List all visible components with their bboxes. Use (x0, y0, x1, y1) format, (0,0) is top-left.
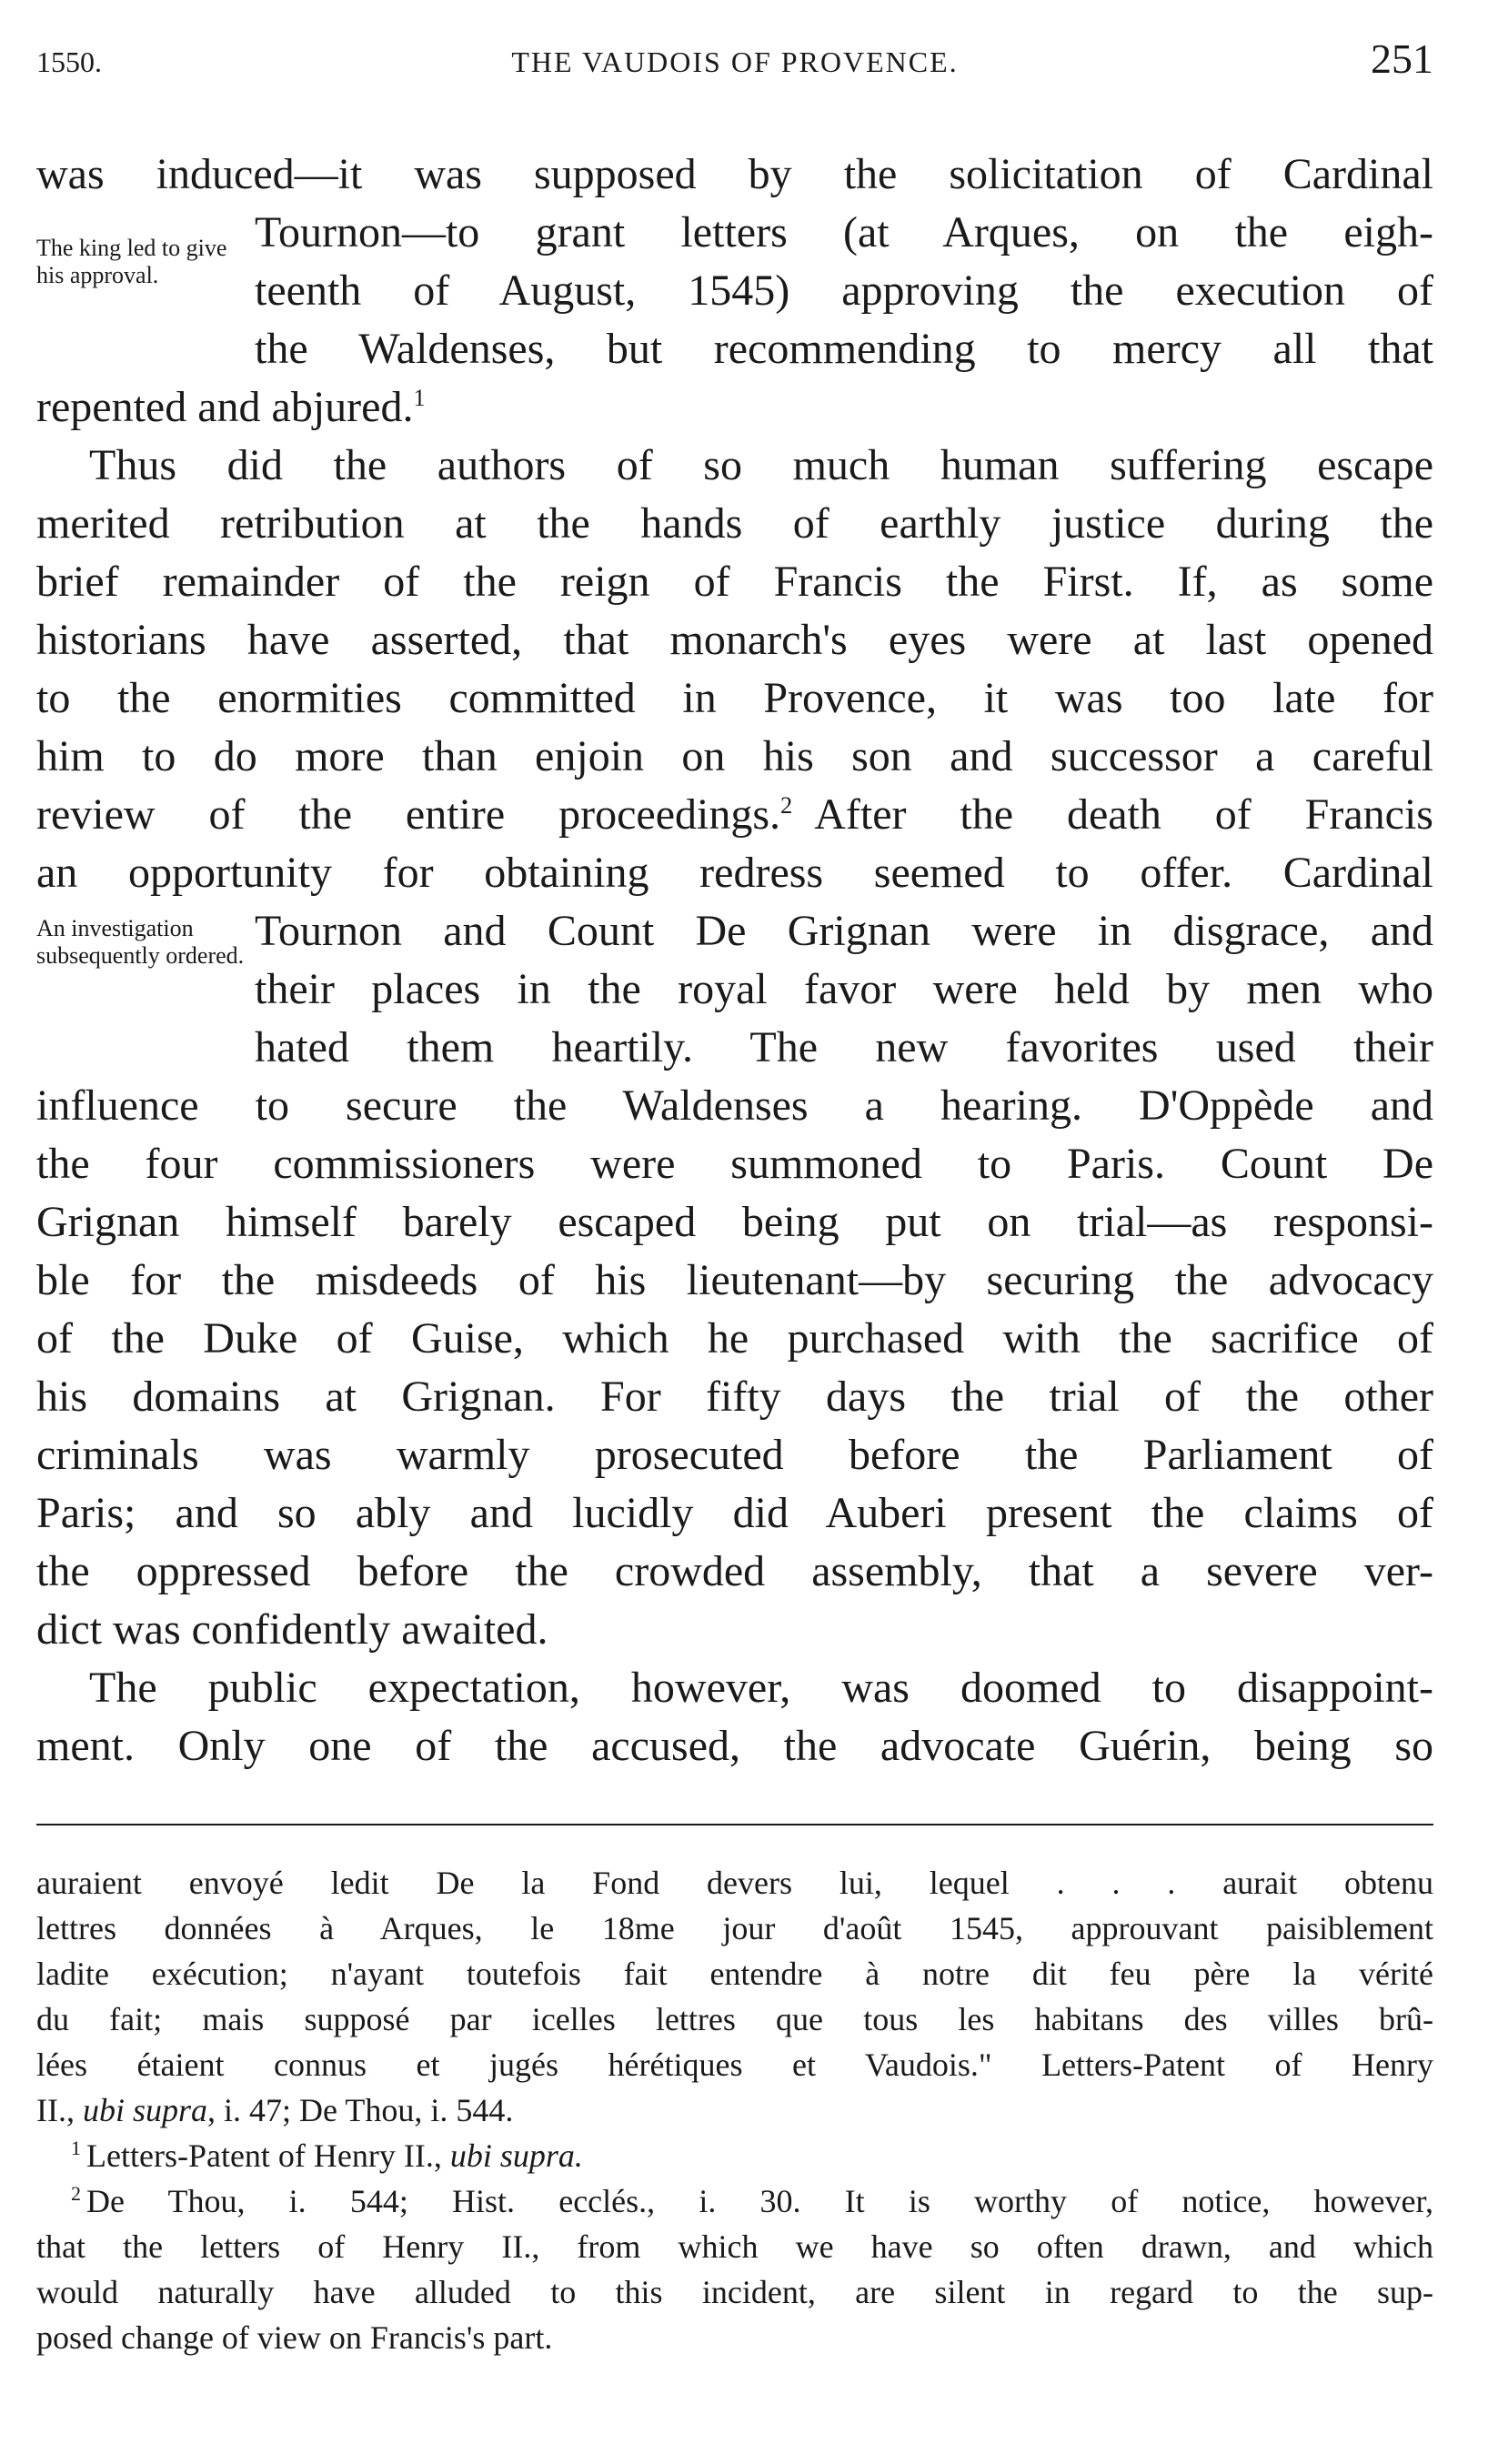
body-line: ble for the misdeeds of his lieutenant—by securing the advocacy (36, 1256, 1433, 1304)
running-head-year: 1550. (36, 45, 102, 78)
page-number: 251 (1371, 35, 1433, 82)
body-line: of the Duke of Guise, which he purchased with the sacrifice of (36, 1314, 1433, 1363)
body-line-text: review of the entire proceedings. (36, 790, 781, 839)
body-line: him to do more than enjoin on his son and successor a careful (36, 732, 1433, 780)
body-line: teenth of August, 1545) approving the execution of (255, 267, 1433, 315)
footnote-1 (71, 2133, 1433, 2178)
body-line: his domains at Grignan. For fifty days the trial of the other (36, 1373, 1433, 1421)
footnote-line: lettres données à Arques, le 18me jour d'août 1545, approuvant paisiblement (36, 1910, 1433, 1946)
body-line: brief remainder of the reign of Francis the First. If, as some (36, 558, 1433, 606)
footnote-line: auraient envoyé ledit De la Fond devers lui, lequel . . . aurait obtenu (36, 1865, 1433, 1901)
footnote-line: would naturally have alluded to this incident, are silent in regard to the sup- (36, 2274, 1433, 2310)
footnote-mark: 2 (71, 2182, 81, 2205)
footnote-line (36, 2087, 1433, 2133)
footnote-text: , i. 47; De Thou, i. 544. (207, 2092, 514, 2128)
body-line: hated them heartily. The new favorites used their (255, 1023, 1433, 1071)
footnote-text: Letters-Patent of Henry II., (86, 2137, 450, 2174)
body-line: influence to secure the Waldenses a hearing. D'Oppède and (36, 1081, 1433, 1130)
body-line: Paris; and so ably and lucidly did Auberi present the claims of (36, 1489, 1433, 1537)
body-line: to the enormities committed in Provence, it was too late for (36, 674, 1433, 722)
body-line: the Waldenses, but recommending to mercy all that (255, 325, 1433, 373)
footnote-line: ladite exécution; n'ayant toutefois fait entendre à notre dit feu père la vérité (36, 1956, 1433, 1992)
footnote-italic: ubi supra (82, 2092, 208, 2128)
footnote-line: that the letters of Henry II., from which we have so often drawn, and which (36, 2228, 1433, 2265)
book-page (36, 0, 1433, 2464)
footnote-line: du fait; mais supposé par icelles lettres que tous les habitans des villes brû- (36, 2001, 1433, 2037)
sidenote-investigation: An investigation subsequently ordered. (36, 915, 245, 969)
body-line (36, 786, 1433, 844)
body-line: Grignan himself barely escaped being put on trial—as responsi- (36, 1198, 1433, 1246)
body-line: Tournon—to grant letters (at Arques, on the eigh- (255, 208, 1433, 256)
body-line: the four commissioners were summoned to Paris. Count De (36, 1140, 1433, 1188)
running-head-title: THE VAUDOIS OF PROVENCE. (511, 45, 959, 78)
footnote-text: II., (36, 2092, 83, 2128)
body-line: criminals was warmly prosecuted before the Parliament of (36, 1431, 1433, 1479)
body-line: dict was confidently awaited. (36, 1605, 548, 1654)
footnote-ref: 1 (413, 384, 426, 411)
footnote-line: lées étaient connus et jugés hérétiques et Vaudois." Letters-Patent of Henry (36, 2047, 1433, 2083)
body-line: Tournon and Count De Grignan were in disgrace, and (255, 907, 1433, 955)
footnote-text: De Thou, i. 544; Hist. ecclés., i. 30. It is worthy of notice, however, (86, 2183, 1433, 2219)
body-line: The public expectation, however, was doomed to disappoint- (89, 1664, 1433, 1712)
body-line-text: After the death of Francis (814, 790, 1433, 839)
body-line (36, 378, 1433, 437)
body-line: the oppressed before the crowded assembly, that a severe ver- (36, 1547, 1433, 1595)
body-line-text: repented and abjured. (36, 383, 414, 431)
footnote-2 (71, 2178, 1433, 2224)
body-line: their places in the royal favor were held by men who (255, 965, 1433, 1013)
footnote-ref: 2 (780, 791, 793, 819)
sidenote-king-approval: The king led to give his approval. (36, 235, 227, 288)
footnote-mark: 1 (71, 2137, 81, 2159)
footnote-italic: ubi supra. (449, 2137, 583, 2174)
body-line: historians have asserted, that monarch's eyes were at last opened (36, 616, 1433, 664)
body-line: merited retribution at the hands of earthly justice during the (36, 499, 1433, 548)
body-line: was induced—it was supposed by the solicitation of Cardinal (36, 150, 1433, 198)
running-head (36, 33, 1433, 96)
footnote-rule (36, 1824, 1433, 1825)
footnote-line: posed change of view on Francis's part. (36, 2319, 553, 2356)
body-line: Thus did the authors of so much human suffering escape (89, 441, 1433, 489)
body-line: ment. Only one of the accused, the advocate Guérin, being so (36, 1722, 1433, 1770)
body-line: an opportunity for obtaining redress seemed to offer. Cardinal (36, 849, 1433, 897)
